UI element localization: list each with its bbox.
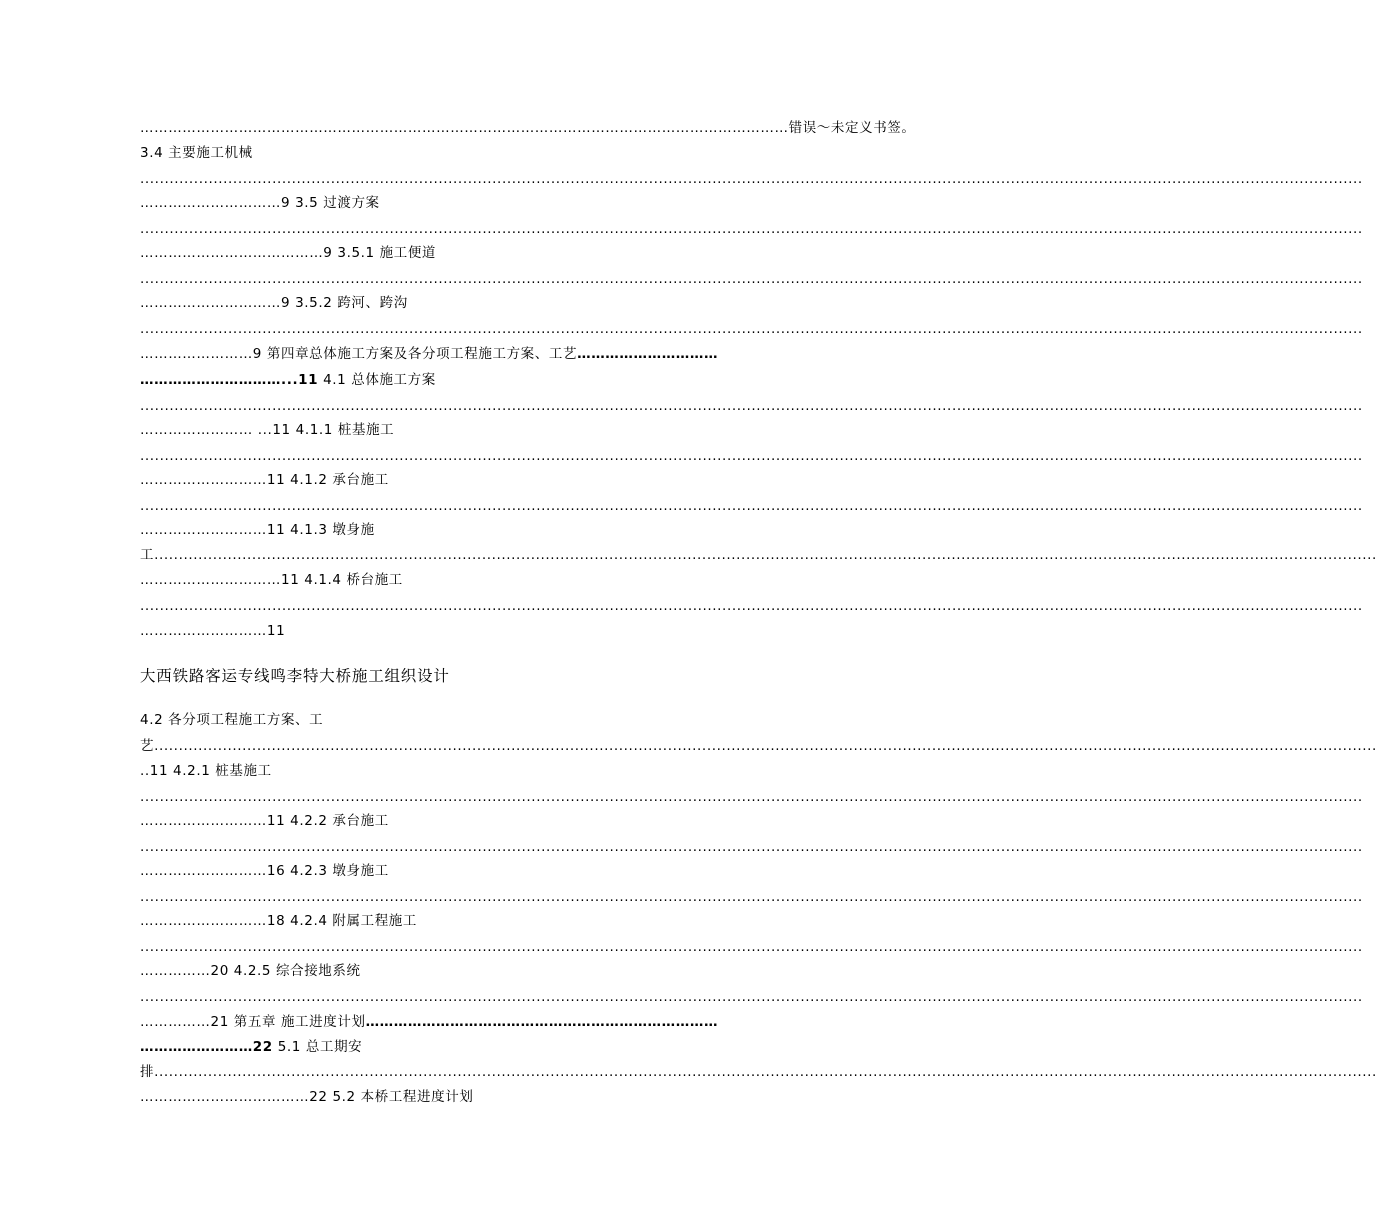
running-header-title: 大西铁路客运专线鸣李特大桥施工组织设计 (140, 667, 450, 685)
dot-leader (140, 786, 808, 808)
toc-entry: …………………………………9 3.5.1 施工便道 (140, 245, 437, 261)
toc-entry: ………………………11 (140, 623, 286, 639)
toc-entry: …………………………9 3.5 过渡方案 (140, 195, 380, 211)
dot-leader (140, 318, 808, 340)
toc-entry: …………………………11 4.1.4 桥台施工 (140, 572, 403, 588)
toc-entry: …………………………...11 4.1 总体施工方案 (140, 372, 436, 388)
dot-leader (140, 495, 808, 517)
dot-leader (140, 445, 808, 467)
dot-leader (140, 595, 808, 617)
dot-leader (140, 986, 808, 1008)
toc-entry: 艺 ..... (140, 735, 808, 757)
toc-entry: ……………………22 5.1 总工期安 (140, 1039, 363, 1055)
toc-entry: ………………………11 4.2.2 承台施工 (140, 813, 389, 829)
toc-entry: 排 ..... (140, 1061, 808, 1083)
dot-leader (140, 218, 808, 240)
toc-entry: ………………………………22 5.2 本桥工程进度计划 (140, 1089, 474, 1105)
dot-leader (140, 168, 808, 190)
toc-entry: 工 ..... (140, 544, 808, 566)
toc-entry: ………………………18 4.2.4 附属工程施工 (140, 913, 418, 929)
toc-entry: …………………………………………………………………………………………………………………………错误～未定义书签。 (140, 120, 916, 136)
toc-entry: ……………20 4.2.5 综合接地系统 (140, 963, 361, 979)
toc-entry: …………………… ...11 4.1.1 桩基施工 (140, 422, 395, 438)
toc-entry: …………………………9 3.5.2 跨河、跨沟 (140, 295, 408, 311)
dot-leader (140, 936, 808, 958)
toc-entry: ………………………16 4.2.3 墩身施工 (140, 863, 389, 879)
toc-entry: ………………………11 4.1.3 墩身施 (140, 522, 375, 538)
dot-leader (140, 886, 808, 908)
toc-entry: 4.2 各分项工程施工方案、工 (140, 712, 324, 728)
toc-entry-chapter-4: ……………………9 第四章总体施工方案及各分项工程施工方案、工艺………………………… (140, 346, 719, 362)
toc-entry-chapter-5: ……………21 第五章 施工进度计划………………………………………………………………… (140, 1014, 719, 1030)
toc-entry: 3.4 主要施工机械 (140, 145, 253, 161)
dot-leader (140, 836, 808, 858)
dot-leader (140, 268, 808, 290)
toc-entry: ………………………11 4.1.2 承台施工 (140, 472, 389, 488)
toc-entry: ..11 4.2.1 桩基施工 (140, 763, 272, 779)
dot-leader (140, 395, 808, 417)
